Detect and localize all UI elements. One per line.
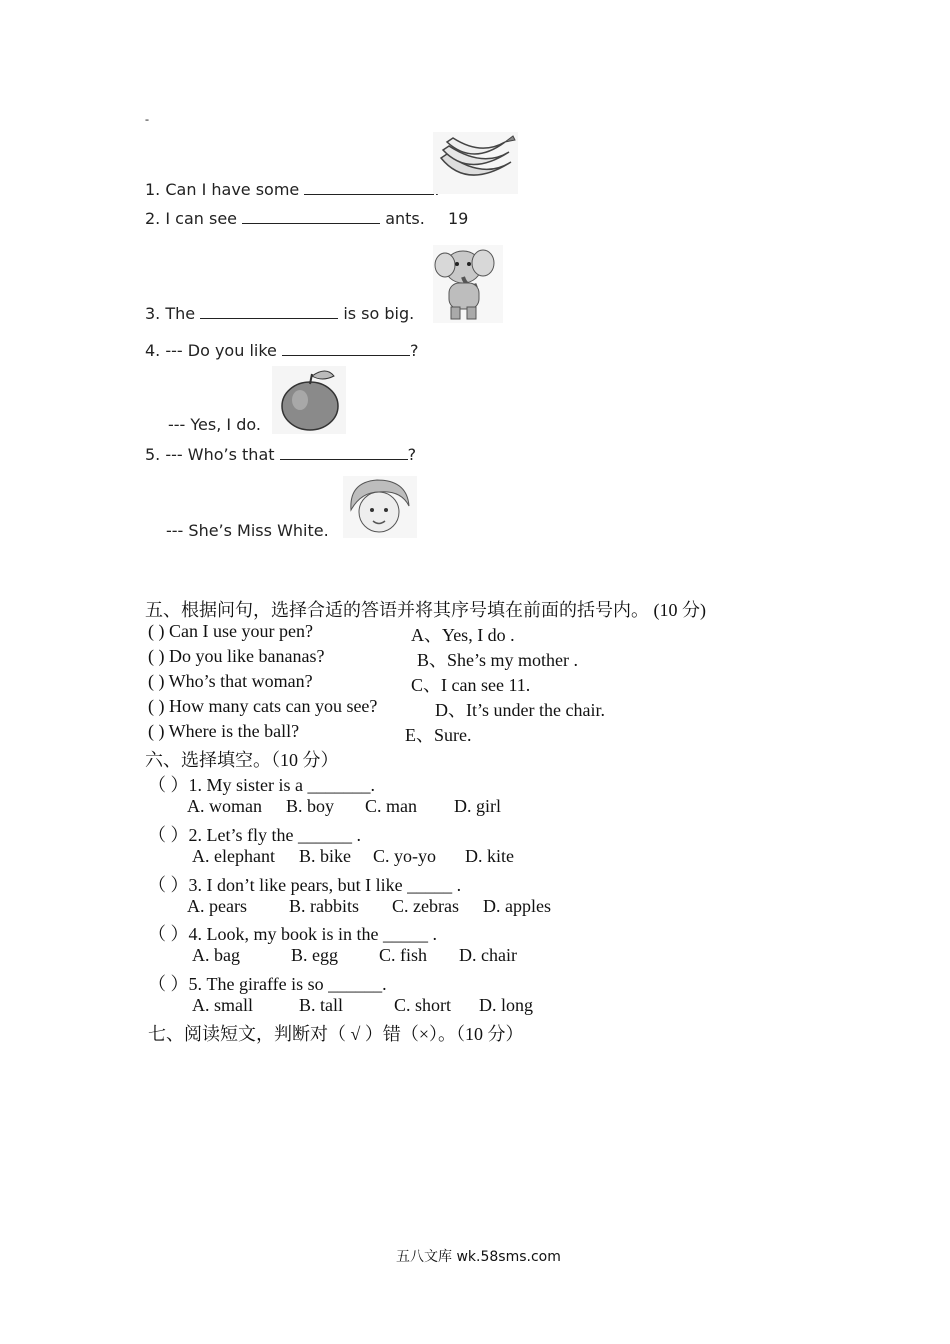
part7-title: 七、阅读短文，判断对（ √ ）错（×）。（10 分） xyxy=(148,1024,524,1044)
part6-q1-option-d: D. girl xyxy=(454,796,501,816)
q5-num: 5. xyxy=(145,445,161,464)
q2-text-after: ants. xyxy=(385,209,425,228)
q2-number: 19 xyxy=(447,209,469,228)
part6-q5: （ ）5. The giraffe is so ______. xyxy=(148,974,387,994)
part5-q5: ( ) Where is the ball? xyxy=(148,721,300,741)
part4-q1 xyxy=(145,180,439,199)
q4-text-after: ? xyxy=(409,341,419,360)
part6-q5-option-c: C. short xyxy=(394,995,452,1015)
q1-num: 1. xyxy=(145,180,161,199)
q3-text-after: is so big. xyxy=(343,304,415,323)
q1-blank xyxy=(304,180,434,195)
part5-q3: ( ) Who’s that woman? xyxy=(148,671,313,691)
q2-blank xyxy=(242,209,380,224)
part6-q3-option-d: D. apples xyxy=(483,896,551,916)
q4-text-before: --- Do you like xyxy=(165,341,277,360)
q3-num: 3. xyxy=(145,304,161,323)
part6-q5-option-b: B. tall xyxy=(299,995,343,1015)
part6-q1-option-b: B. boy xyxy=(286,796,335,816)
part5-a4: D、It’s under the chair. xyxy=(435,700,605,720)
part4-q3 xyxy=(145,304,414,323)
part4-q4 xyxy=(145,341,418,360)
part5-q1: ( ) Can I use your pen? xyxy=(148,621,313,641)
part4-q5 xyxy=(145,445,416,464)
q2-text-before: I can see xyxy=(165,209,238,228)
q3-text-before: The xyxy=(165,304,196,323)
part5-title: 五、根据问句，选择合适的答语并将其序号填在前面的括号内。 (10 分) xyxy=(145,600,706,620)
part6-q3-option-b: B. rabbits xyxy=(289,896,359,916)
q5-blank xyxy=(280,445,408,460)
part4-q5-answer: --- She’s Miss White. xyxy=(166,521,329,540)
woman-picture xyxy=(343,476,417,538)
part5-a1: A、Yes, I do . xyxy=(411,625,515,645)
part6-title: 六、选择填空。（10 分） xyxy=(145,750,339,770)
part6-q4-option-a: A. bag xyxy=(192,945,240,965)
apple-picture xyxy=(272,366,346,434)
part6-q2-option-c: C. yo-yo xyxy=(373,846,436,866)
part4-q4-answer: --- Yes, I do. xyxy=(168,415,261,434)
part6-q4-option-c: C. fish xyxy=(379,945,428,965)
footer-watermark: 五八文库 wk.58sms.com xyxy=(396,1249,561,1265)
part6-q3-option-c: C. zebras xyxy=(392,896,459,916)
part6-q1-option-a: A. woman xyxy=(187,796,262,816)
q5-text-after: ? xyxy=(407,445,417,464)
stray-dash: - xyxy=(145,112,149,126)
banana-picture xyxy=(433,132,518,194)
part6-q2-option-b: B. bike xyxy=(299,846,351,866)
part6-q4: （ ）4. Look, my book is in the _____ . xyxy=(148,924,437,944)
part5-a5: E、Sure. xyxy=(405,725,472,745)
q2-num: 2. xyxy=(145,209,161,228)
part6-q2-option-a: A. elephant xyxy=(192,846,275,866)
part4-q2 xyxy=(145,209,468,228)
part6-q3-option-a: A. pears xyxy=(187,896,247,916)
q1-text-before: Can I have some xyxy=(165,180,300,199)
part6-q5-option-a: A. small xyxy=(192,995,253,1015)
part5-a2: B、She’s my mother . xyxy=(417,650,578,670)
q4-blank xyxy=(282,341,410,356)
part5-a3: C、I can see 11. xyxy=(411,675,531,695)
part6-q3: （ ）3. I don’t like pears, but I like _____ . xyxy=(148,875,462,895)
part6-q1: （ ）1. My sister is a _______. xyxy=(148,775,375,795)
q4-num: 4. xyxy=(145,341,161,360)
part6-q1-option-c: C. man xyxy=(365,796,417,816)
q3-blank xyxy=(200,304,338,319)
part6-q5-option-d: D. long xyxy=(479,995,533,1015)
elephant-picture xyxy=(433,245,503,323)
q5-text-before: --- Who’s that xyxy=(165,445,275,464)
part6-q4-option-d: D. chair xyxy=(459,945,517,965)
part6-q2: （ ）2. Let’s fly the ______ . xyxy=(148,825,361,845)
part5-q4: ( ) How many cats can you see? xyxy=(148,696,378,716)
part5-q2: ( ) Do you like bananas? xyxy=(148,646,325,666)
part6-q4-option-b: B. egg xyxy=(291,945,338,965)
part6-q2-option-d: D. kite xyxy=(465,846,514,866)
